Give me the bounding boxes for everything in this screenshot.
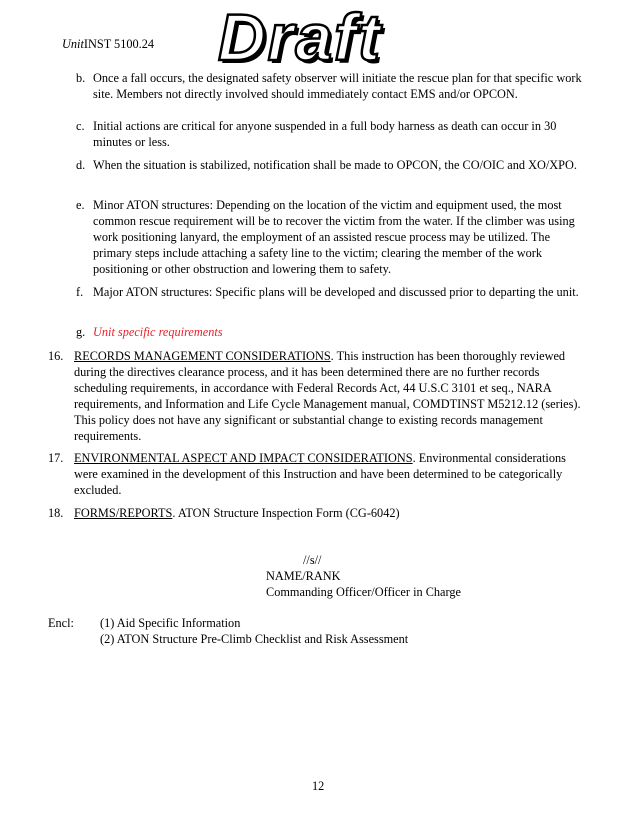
signature-name: NAME/RANK [266,569,341,583]
signature-title: Commanding Officer/Officer in Charge [266,585,461,599]
enclosure-item: (1) Aid Specific Information [100,616,241,630]
item-e [76,197,582,277]
item-f [76,284,582,300]
item-letter: f. [76,285,84,299]
item-text: Initial actions are critical for anyone suspended in a full body harness as death can occur in 30 minutes or less. [93,119,557,149]
item-c [76,118,582,150]
section-text: . This instruction has been thoroughly reviewed during the directives clearance process, and it has been determined there are no further records scheduling requirements, in accordance with Federal Records Act, 44 U.S.C 3101 et seq., NARA requirements, and Information and Life Cycle Management manual, COMDTINST M5212.12 (series). This policy does not have any significant or substantial change to existing records management requirements. [74,349,581,443]
item-letter: b. [76,71,86,85]
header-inst: INST 5100.24 [83,37,155,51]
item-text: Major ATON structures: Specific plans will be developed and discussed prior to departing the unit. [93,285,579,299]
header-unit: Unit [62,37,84,51]
item-text: Minor ATON structures: Depending on the location of the victim and equipment used, the most common rescue requirement will be to recover the victim from the water. If the climber was using work positioning lanyard, the employment of an assisted rescue process may be utilized. The primary steps include attaching a safety line to the victim; clearing the member of the work positioning or other obstruction and lowering them to safety. [93,198,575,276]
signature-mark: //s// [303,553,322,567]
item-letter: g. [76,325,86,339]
item-d [76,157,582,173]
document-header [62,36,154,52]
enclosures-label: Encl: [48,616,74,630]
item-text: When the situation is stabilized, notification shall be made to OPCON, the CO/OIC and XO/XPO. [93,158,577,172]
section-title: RECORDS MANAGEMENT CONSIDERATIONS [74,349,331,363]
section-17 [48,450,582,498]
section-number: 18. [48,506,64,520]
section-18 [48,505,582,521]
section-text: . ATON Structure Inspection Form (CG-6042) [172,506,400,520]
draft-watermark: Draft [218,0,383,74]
item-text: Unit specific requirements [93,325,223,339]
enclosure-item: (2) ATON Structure Pre-Climb Checklist and Risk Assessment [100,632,409,646]
section-text: . Environmental considerations were examined in the development of this Instruction and have been determined to be categorically excluded. [74,451,566,497]
item-letter: c. [76,119,85,133]
section-title: FORMS/REPORTS [74,506,173,520]
page-number: 12 [312,779,325,793]
section-16 [48,348,582,444]
item-text: Once a fall occurs, the designated safety observer will initiate the rescue plan for that specific work site. Members not directly involved should immediately contact EMS and/or OPCON. [93,71,582,101]
item-letter: e. [76,198,85,212]
item-b [76,70,582,102]
section-title: ENVIRONMENTAL ASPECT AND IMPACT CONSIDERATIONS [74,451,413,465]
item-letter: d. [76,158,86,172]
section-number: 17. [48,451,64,465]
section-number: 16. [48,349,64,363]
item-g [76,324,582,340]
